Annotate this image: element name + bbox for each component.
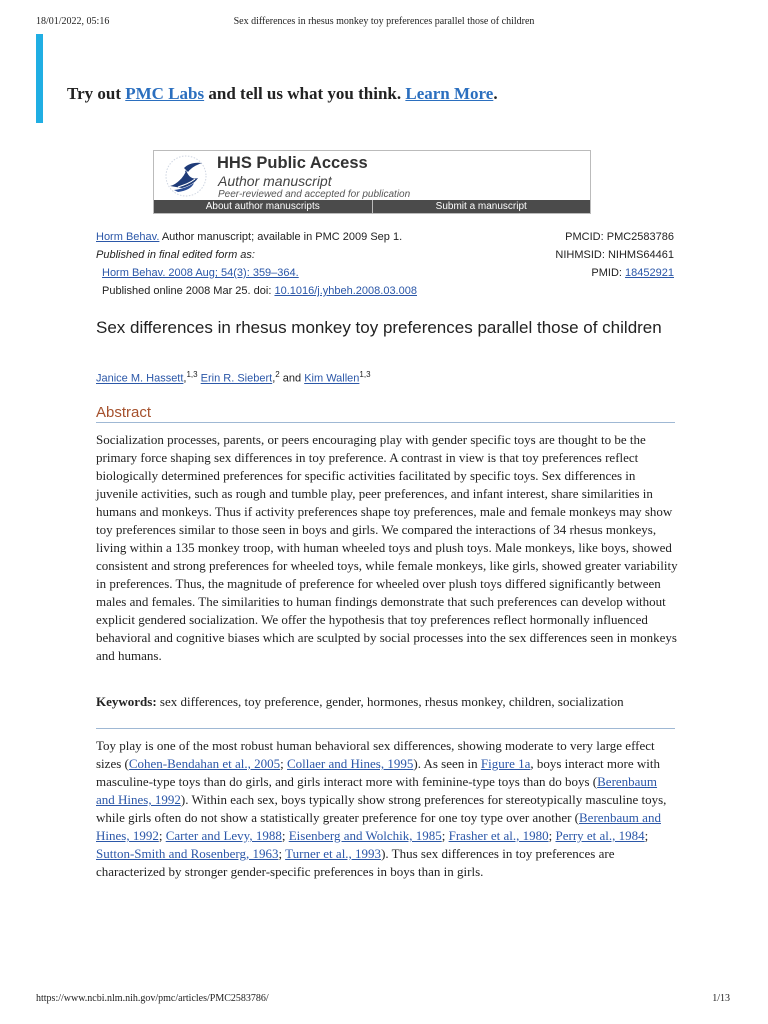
article-title: Sex differences in rhesus monkey toy preferences parallel those of children	[96, 318, 662, 337]
article-ids	[555, 228, 674, 282]
hhs-eagle-icon	[164, 154, 210, 198]
intro-text: ;	[280, 756, 287, 771]
hhs-tabs	[154, 200, 590, 213]
citation-info	[96, 228, 417, 300]
print-header	[36, 16, 732, 30]
print-page-number: 1/13	[712, 993, 730, 1004]
availability-text: Author manuscript; available in PMC 2009 Sep 1.	[159, 231, 403, 243]
citation-link[interactable]: Horm Behav. 2008 Aug; 54(3): 359–364.	[102, 267, 299, 279]
learn-more-link[interactable]: Learn More	[405, 84, 494, 103]
intro-text: ). Thus sex differences in toy preferences are characterized by stronger gender-specific preferences in boys than in girls.	[96, 846, 615, 879]
citation-link[interactable]: Turner et al., 1993	[285, 846, 382, 861]
intro-text: ;	[644, 828, 649, 843]
intro-text: ;	[158, 828, 166, 843]
about-manuscripts-tab[interactable]: About author manuscripts	[205, 201, 320, 212]
section-divider	[96, 728, 675, 729]
citation-link[interactable]: Sutton-Smith and Rosenberg, 1963	[96, 846, 279, 861]
hhs-subtitle: Author manuscript	[218, 173, 332, 189]
intro-text: Toy play is one of the most robust human behavioral sex differences, showing moderate to very large effect sizes (	[96, 738, 655, 771]
hhs-public-access-box	[153, 150, 591, 214]
intro-text: , boys interact more with masculine-type toys than do girls, and girls interact more with feminine-type toys than do boys (	[96, 756, 660, 789]
hhs-title: HHS Public Access	[217, 154, 368, 172]
nihmsid: NIHMSID: NIHMS64461	[555, 249, 674, 261]
abstract-text: Socialization processes, parents, or peers encouraging play with gender specific toys are thought to be the primary force shaping sex differences in toy preference. A contrast in view is that toy preferences reflect biologically determined preferences for specific activities facilitated by specific toys. Sex differences in juvenile activities, such as rough and tumble play, peer preferences, and infant interest, share similarities in humans and monkeys. Thus if activity preferences shape toy preferences, male and female monkeys may show toy preferences similar to those seen in boys and girls. We compared the interactions of 34 rhesus monkeys, living within a 135 monkey troop, with human wheeled toys and plush toys. Male monkeys, like boys, showed consistent and strong preferences for wheeled toys, while female monkeys, like girls, showed greater variability in preferences. Thus, the magnitude of preference for wheeled over plush toys differed significantly between males and females. The similarities to human findings demonstrate that such preferences can develop without explicit gendered socialization. We offer the hypothesis that toy preferences reflect hormonally influenced behavioral and cognitive biases which are sculpted by social processes into the sex differences seen in monkeys and humans.	[96, 432, 678, 663]
citation-link[interactable]: Frasher et al., 1980	[448, 828, 549, 843]
citation-link[interactable]: Collaer and Hines, 1995	[287, 756, 414, 771]
citation-link[interactable]: Perry et al., 1984	[555, 828, 645, 843]
pmid-line	[555, 264, 674, 282]
published-online-text: Published online 2008 Mar 25. doi:	[102, 285, 275, 297]
citation-link[interactable]: Carter and Levy, 1988	[165, 828, 282, 843]
intro-text: ;	[281, 828, 289, 843]
intro-text: ;	[548, 828, 556, 843]
keywords-label: Keywords:	[96, 694, 157, 709]
keywords	[96, 694, 678, 710]
author-link[interactable]: Janice M. Hassett	[96, 372, 184, 385]
banner-suffix: .	[493, 84, 498, 103]
abstract-divider	[96, 422, 675, 423]
submit-manuscript-tab[interactable]: Submit a manuscript	[372, 200, 591, 213]
author-list	[96, 370, 371, 385]
intro-paragraph	[96, 737, 678, 881]
intro-text: ). Within each sex, boys typically show strong preferences for stereotypically masculine toys, while girls often do not show a statistically greater preference for one toy type over another (	[96, 792, 667, 825]
doi-link[interactable]: 10.1016/j.yhbeh.2008.03.008	[274, 285, 417, 297]
intro-text: ;	[278, 846, 286, 861]
author-separator: ,	[272, 372, 276, 385]
citation-link[interactable]: Cohen-Bendahan et al., 2005	[128, 756, 281, 771]
citation-link[interactable]: Figure 1a	[480, 756, 531, 771]
availability-line	[96, 228, 417, 246]
author-affiliation: 1,3	[359, 370, 371, 379]
banner-accent-bar	[36, 34, 43, 123]
author-link[interactable]: Erin R. Siebert	[200, 372, 273, 385]
hhs-tagline: Peer-reviewed and accepted for publication	[218, 189, 411, 200]
keywords-list: sex differences, toy preference, gender, hormones, rhesus monkey, children, socialization	[156, 694, 624, 709]
print-url: https://www.ncbi.nlm.nih.gov/pmc/articles/PMC2583786/	[36, 993, 269, 1004]
author-joiner: and	[279, 372, 305, 385]
pmc-labs-banner	[67, 84, 498, 104]
pmid-label: PMID:	[591, 267, 626, 279]
published-label: Published in final edited form as:	[96, 249, 255, 261]
author-affiliation: 2	[275, 370, 280, 379]
citation-link[interactable]: Berenbaum and Hines, 1992	[96, 774, 658, 807]
abstract-heading: Abstract	[96, 404, 152, 421]
citation-line	[96, 264, 417, 282]
pmc-labs-link[interactable]: PMC Labs	[125, 84, 205, 103]
citation-link[interactable]: Berenbaum and Hines, 1992	[96, 810, 661, 843]
print-title: Sex differences in rhesus monkey toy preferences parallel those of children	[233, 16, 535, 27]
author-link[interactable]: Kim Wallen	[304, 372, 360, 385]
intro-text: ;	[441, 828, 449, 843]
banner-prefix: Try out	[67, 84, 126, 103]
pmcid: PMCID: PMC2583786	[565, 231, 674, 243]
banner-middle: and tell us what you think.	[204, 84, 406, 103]
author-affiliation: 1,3	[186, 370, 198, 379]
published-online-line	[96, 282, 417, 300]
author-separator: ,	[183, 372, 187, 385]
citation-link[interactable]: Eisenberg and Wolchik, 1985	[288, 828, 442, 843]
journal-link[interactable]: Horm Behav.	[96, 231, 160, 243]
intro-text: ). As seen in	[413, 756, 481, 771]
pmid-link[interactable]: 18452921	[625, 267, 674, 279]
print-date: 18/01/2022, 05:16	[36, 16, 110, 27]
